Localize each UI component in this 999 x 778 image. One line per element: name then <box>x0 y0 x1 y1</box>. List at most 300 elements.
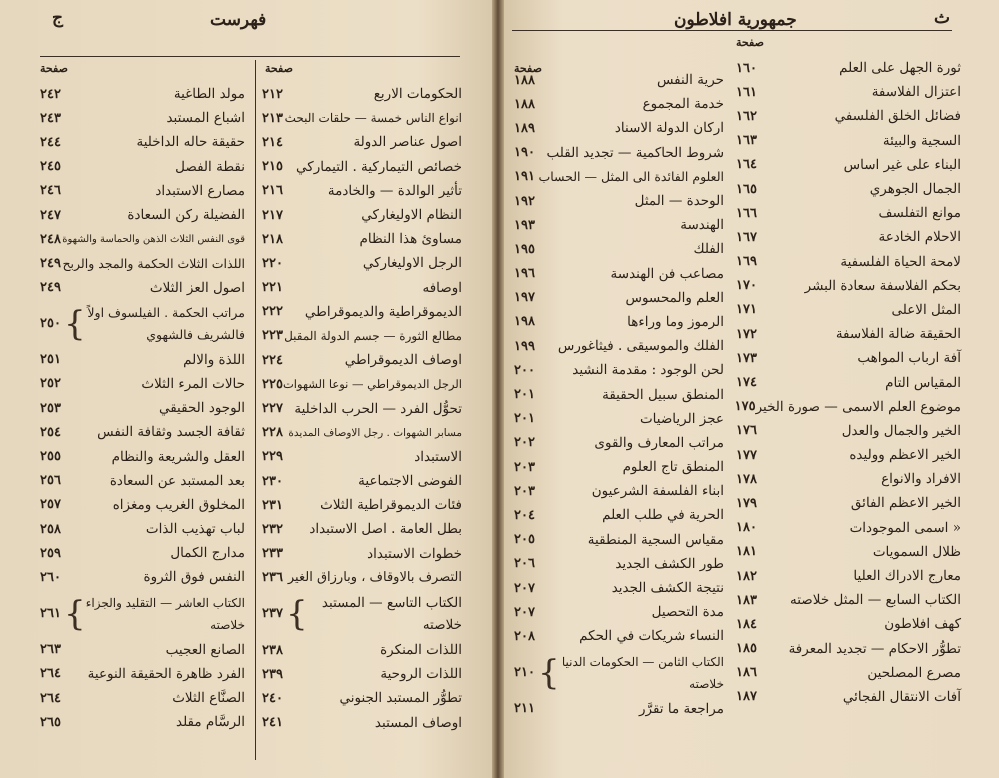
toc-entry-title: مولد الطاغية <box>173 86 245 103</box>
page-number: ١٧٠ <box>736 278 757 294</box>
page-number: ١٨٨ <box>514 96 535 112</box>
page-number: ١٩٩ <box>514 338 535 354</box>
toc-entry-title: لحن الوجود : مقدمة النشيد <box>572 362 724 379</box>
page-number: ٢٠٨ <box>514 628 535 644</box>
toc-entry-title: اللذة والالم <box>183 351 245 368</box>
page-number: ١٨١ <box>736 544 757 560</box>
toc-entry <box>40 541 245 565</box>
toc-entry-title: ظلال السمويات <box>872 543 961 560</box>
toc-entry <box>40 662 245 686</box>
toc-entry <box>736 153 961 177</box>
toc-entry <box>40 517 245 541</box>
toc-entry-title: الفلك والموسيقى . فيثاغورس <box>557 338 724 355</box>
page-number: ٢٥٣ <box>40 400 61 416</box>
toc-entry <box>736 225 961 249</box>
page-number: ٢٦٣ <box>40 642 61 658</box>
toc-entry-title: فئات الديموقراطية الثلاث <box>320 497 462 514</box>
toc-entry <box>736 637 961 661</box>
page-number: ١٦٩ <box>736 254 757 270</box>
toc-entry-subtitle: فالشريف فالشهوي <box>146 326 245 342</box>
toc-entry <box>736 370 961 394</box>
toc-entry <box>262 179 462 203</box>
page-number: ٢٤٢ <box>40 86 61 102</box>
page-number: ٢٤٩ <box>40 255 61 271</box>
toc-entry-title: تحوُّل الفرد — الحرب الداخلية <box>294 400 462 417</box>
page-number: ١٧٧ <box>736 447 757 463</box>
toc-entry-title: مصارع الاستبداد <box>155 182 245 199</box>
page-number: ١٩٠ <box>514 145 535 161</box>
page-number: ٢٠٦ <box>514 556 535 572</box>
page-number: ٢٢٨ <box>262 425 283 441</box>
toc-entry-title: الخير والجمال والعدل <box>841 422 961 439</box>
toc-entry-title: الفلك <box>693 241 724 258</box>
grouping-brace: } <box>63 593 86 634</box>
toc-entry-title: الرجل الاوليغاركي <box>362 255 462 272</box>
page-number: ١٨٥ <box>736 641 757 657</box>
page-number: ١٦٥ <box>736 181 757 197</box>
toc-entry-title: ثورة الجهل على العلم <box>839 60 961 77</box>
header-rule <box>40 56 460 57</box>
toc-entry <box>514 286 724 310</box>
page-number: ٢٥٨ <box>40 521 61 537</box>
toc-entry-title <box>87 302 245 346</box>
toc-entry <box>262 227 462 251</box>
toc-entry-title: ثقافة الجسد وثقافة النفس <box>97 424 245 441</box>
toc-entry <box>262 711 462 735</box>
toc-entry <box>736 443 961 467</box>
toc-entry <box>40 710 245 734</box>
toc-entry <box>40 420 245 444</box>
right-page <box>504 0 999 778</box>
toc-entry-title: الفضيلة ركن السعادة <box>127 207 245 224</box>
toc-entry-subtitle: خلاصته <box>689 676 724 691</box>
toc-entry-title: لباب تهذيب الذات <box>145 521 245 538</box>
toc-entry <box>736 491 961 515</box>
toc-entry <box>514 479 724 503</box>
page-number: ٢٠٣ <box>514 483 535 499</box>
toc-entry <box>514 528 724 552</box>
toc-entry-title: المثل الاعلى <box>891 301 961 318</box>
toc-entry-title: بطل العامة . اصل الاستبداد <box>309 521 462 538</box>
page-number: ٢١٦ <box>262 183 283 199</box>
toc-entry-title: الرجل الديموقراطي — نوعا الشهوات <box>282 377 462 392</box>
page-number: ٢١٢ <box>262 86 283 102</box>
toc-entry <box>736 298 961 322</box>
book-gutter <box>492 0 504 778</box>
page-number: ١٨٦ <box>736 665 757 681</box>
toc-entry-title: نتيجة الكشف الجديد <box>611 580 724 597</box>
toc-entry <box>514 165 724 189</box>
page-number: ١٨٠ <box>736 520 757 536</box>
toc-entry <box>514 431 724 455</box>
page-number: ١٧٢ <box>736 326 757 342</box>
toc-entry-title: موضوع العلم الاسمى — صورة الخير <box>755 398 961 415</box>
toc-entry-title: المنطق تاج العلوم <box>622 459 724 476</box>
column-header: صفحة <box>514 62 542 75</box>
toc-entry-title: خصائص التيماركية . التيماركي <box>296 158 462 175</box>
toc-entry-title: الحرية في طلب العلم <box>602 507 724 524</box>
toc-entry <box>736 564 961 588</box>
toc-entry-title: الجمال الجوهري <box>869 181 961 198</box>
toc-entry-title: اوصاف الديموقراطي <box>344 352 462 369</box>
toc-entry <box>262 324 462 348</box>
toc-column-right <box>736 56 961 709</box>
toc-entry-title: العلوم الفائدة الى المثل — الحساب <box>538 169 724 185</box>
column-divider <box>255 60 256 760</box>
toc-entry-title: الفوضى الاجتماعية <box>358 473 462 490</box>
toc-entry <box>736 467 961 491</box>
toc-entry <box>262 155 462 179</box>
toc-entry <box>40 469 245 493</box>
toc-entry <box>262 493 462 517</box>
toc-entry <box>514 576 724 600</box>
toc-entry <box>736 419 961 443</box>
toc-entry-title: الصانع العجيب <box>165 641 245 658</box>
toc-entry <box>40 106 245 130</box>
page-number: ٢٥٩ <box>40 545 61 561</box>
page-number: ١٩٥ <box>514 241 535 257</box>
page-title: فهرست <box>210 10 267 30</box>
toc-entry-title: اشباع المستبد <box>166 110 245 127</box>
page-number: ٢٦٤ <box>40 690 61 706</box>
toc-entry <box>736 661 961 685</box>
column-header: صفحة <box>40 62 68 75</box>
toc-entry-title: آفة ارباب المواهب <box>857 350 961 367</box>
toc-entry-title: اركان الدولة الاسناد <box>614 120 724 137</box>
toc-entry <box>262 638 462 662</box>
column-header: صفحة <box>265 62 293 75</box>
toc-entry-title: فضائل الخلق الفلسفي <box>834 108 961 125</box>
toc-entry <box>40 590 245 638</box>
toc-entry-title: العلم والمحسوس <box>625 289 724 306</box>
page-number: ١٨٧ <box>736 689 757 705</box>
page-letter: ج <box>52 8 63 28</box>
toc-entry <box>514 92 724 116</box>
toc-entry-title: العقل والشريعة والنظام <box>111 448 245 465</box>
toc-entry-title: مقياس السجية المنطقية <box>587 531 724 548</box>
toc-entry-title: مدة التحصيل <box>651 604 724 621</box>
toc-entry-title: لامحة الحياة الفلسفية <box>840 253 961 270</box>
page-number: ٢١٠ <box>514 665 535 680</box>
toc-entry-title: النظام الاوليغاركي <box>361 207 462 224</box>
toc-entry-title: خدمة المجموع <box>642 96 724 113</box>
page-number: ٢٣٣ <box>262 546 283 562</box>
page-number: ٢٤٣ <box>40 110 61 126</box>
toc-entry <box>40 82 245 106</box>
page-number: ٢٣٠ <box>262 473 283 489</box>
page-number: ٢٢٣ <box>262 328 283 344</box>
toc-entry <box>736 612 961 636</box>
toc-entry <box>736 274 961 298</box>
toc-entry-title: اصول عناصر الدولة <box>353 134 462 151</box>
toc-entry <box>262 372 462 396</box>
page-number: ١٩٦ <box>514 266 535 282</box>
page-number: ٢٢١ <box>262 280 283 296</box>
toc-entry <box>514 116 724 140</box>
page-number: ٢٣٦ <box>262 570 283 586</box>
page-number: ٢٤٤ <box>40 134 61 150</box>
toc-entry <box>40 300 245 348</box>
toc-entry-title: التصرف بالاوقاف ، وبارزاق الغير <box>287 570 462 586</box>
toc-entry-title: النساء شريكات في الحكم <box>579 628 724 645</box>
page-number: ٢٤٥ <box>40 159 61 175</box>
toc-entry-title: الوجود الحقيقي <box>158 400 245 417</box>
toc-entry <box>262 566 462 590</box>
toc-entry-title: مراجعة ما تقرَّر <box>638 700 724 717</box>
toc-entry <box>514 697 724 721</box>
toc-entry <box>736 322 961 346</box>
toc-entry-title: مصاعب فن الهندسة <box>610 265 724 282</box>
toc-entry <box>262 662 462 686</box>
toc-entry-title: قوى النفس الثلاث الذهن والحماسة والشهوة <box>62 233 245 245</box>
page-number: ٢٠٢ <box>514 435 535 451</box>
toc-entry <box>262 106 462 130</box>
page-number: ٢٣١ <box>262 497 283 513</box>
page-number: ٢٠٥ <box>514 532 535 548</box>
header-rule <box>512 30 952 31</box>
toc-entry <box>262 590 462 638</box>
page-title: جمهورية افلاطون <box>674 10 797 30</box>
toc-entry-title-line: الكتاب التاسع — المستبد <box>321 594 462 611</box>
toc-entry-title: السجية والبيئة <box>882 132 961 149</box>
toc-entry <box>262 348 462 372</box>
page-number: ٢٠٣ <box>514 459 535 475</box>
page-number: ٢٥٢ <box>40 376 61 392</box>
toc-entry-title: اللذات الروحية <box>380 666 462 683</box>
toc-entry-title: اوصاف المستبد <box>374 714 462 731</box>
toc-entry <box>40 493 245 517</box>
toc-entry-title: عجز الرياضيات <box>639 410 724 427</box>
toc-entry <box>262 421 462 445</box>
toc-entry-title <box>86 592 245 636</box>
toc-entry <box>514 334 724 358</box>
page-number: ١٧٨ <box>736 471 757 487</box>
page-number: ٢٥٧ <box>40 497 61 513</box>
page-number: ١٩١ <box>514 169 535 185</box>
toc-entry <box>514 262 724 286</box>
toc-entry-title-line: مراتب الحكمة . الفيلسوف اولاً <box>87 304 245 320</box>
page-number: ١٦٢ <box>736 108 757 124</box>
page-number: ٢٤٩ <box>40 280 61 296</box>
toc-entry-title: الرموز وما وراءها <box>627 313 724 330</box>
page-number: ٢٥٤ <box>40 424 61 440</box>
toc-entry-title: الافراد والانواع <box>881 471 961 488</box>
page-number: ٢٦١ <box>40 606 61 622</box>
toc-entry-title: الصنَّاع الثلاث <box>172 690 245 707</box>
toc-entry-title: انواع الناس خمسة — حلقات البحث <box>284 111 462 126</box>
toc-entry <box>40 348 245 372</box>
grouping-brace: } <box>285 593 308 634</box>
toc-entry-title: الفرد ظاهرة الحقيقة النوعية <box>87 665 245 682</box>
page-number: ٢٠١ <box>514 411 535 427</box>
toc-entry <box>262 517 462 541</box>
toc-entry-title-line: الكتاب العاشر — التقليد والجزاء <box>85 595 245 610</box>
toc-entry-title: ابناء الفلسفة الشرعيون <box>591 483 724 500</box>
toc-entry-title: الوحدة — المثل <box>634 193 724 210</box>
page-number: ٢٦٠ <box>40 569 61 585</box>
page-number: ٢٢٥ <box>262 376 283 392</box>
toc-entry-title: البناء على غير اساس <box>843 156 961 173</box>
toc-entry-title: بحكم الفلاسفة سعادة البشر <box>804 277 961 294</box>
toc-entry <box>514 624 724 648</box>
toc-entry <box>40 396 245 420</box>
page-number: ٢١٧ <box>262 207 283 223</box>
toc-entry-title: اعتزال الفلاسفة <box>871 84 961 101</box>
toc-entry-title: آفات الانتقال الفجائي <box>842 688 961 705</box>
toc-entry-title: مسابر الشهوات . رجل الاوصاف المديدة <box>288 426 462 439</box>
toc-entry-title: مطالع الثورة — جسم الدولة المقبل <box>284 328 462 343</box>
page-number: ٢٠١ <box>514 387 535 403</box>
toc-entry <box>262 445 462 469</box>
toc-entry-title: حالات المرء الثلاث <box>141 375 245 392</box>
toc-entry-title: الهندسة <box>680 217 724 234</box>
toc-entry <box>40 155 245 179</box>
page-number: ٢٤٨ <box>40 231 61 247</box>
toc-entry <box>736 250 961 274</box>
toc-entry-title: الرسَّام مقلد <box>175 714 245 731</box>
page-number: ٢٥٥ <box>40 449 61 465</box>
toc-entry-title: مساوئ هذا النظام <box>359 231 462 248</box>
page-number: ١٧٣ <box>736 350 757 366</box>
toc-entry <box>736 129 961 153</box>
toc-entry <box>40 251 245 275</box>
page-number: ٢١٥ <box>262 159 283 175</box>
toc-entry <box>262 82 462 106</box>
toc-entry <box>514 68 724 92</box>
page-number: ٢٥١ <box>40 352 61 368</box>
page-number: ١٧٦ <box>736 423 757 439</box>
page-number: ١٦١ <box>736 84 757 100</box>
toc-entry-title: المقياس التام <box>885 374 961 391</box>
toc-entry-title: حقيقة حاله الداخلية <box>136 134 245 151</box>
page-number: ٢٢٩ <box>262 449 283 465</box>
toc-entry <box>40 179 245 203</box>
toc-entry <box>40 130 245 154</box>
toc-entry-title: الاستبداد <box>414 448 462 465</box>
toc-entry-title: موانع التفلسف <box>878 205 961 222</box>
page-number: ٢١٤ <box>262 134 283 150</box>
page-number: ٢٠٧ <box>514 604 535 620</box>
toc-entry <box>514 407 724 431</box>
page-number: ١٩٢ <box>514 193 535 209</box>
toc-entry-title: اللذات الثلاث الحكمة والمجد والربح <box>62 255 245 271</box>
toc-entry-title: المنطق سبيل الحقيقة <box>602 386 724 403</box>
toc-entry <box>736 516 961 540</box>
toc-entry-title: الخير الاعظم الفائق <box>850 495 961 512</box>
toc-entry <box>736 56 961 80</box>
toc-entry-title: « اسمى الموجودات <box>849 519 961 536</box>
page-number: ١٨٣ <box>736 592 757 608</box>
toc-entry-title: تأثير الوالدة — والخادمة <box>327 182 462 199</box>
page-number: ١٧٤ <box>736 375 757 391</box>
toc-entry <box>736 80 961 104</box>
page-number: ٢٦٥ <box>40 714 61 730</box>
toc-column-left <box>40 82 245 734</box>
toc-entry-title: تطوُّر المستبد الجنوني <box>339 690 462 707</box>
toc-entry <box>736 104 961 128</box>
toc-entry-title: الكتاب السابع — المثل خلاصته <box>790 592 961 609</box>
page-number: ٢٢٠ <box>262 255 283 271</box>
toc-entry-title: اصول العز الثلاث <box>149 279 245 296</box>
toc-entry-title: الاحلام الخادعة <box>878 229 961 246</box>
page-number: ٢٤٧ <box>40 207 61 223</box>
page-number: ٢١١ <box>514 701 535 717</box>
toc-entry <box>514 237 724 261</box>
page-number: ١٨٤ <box>736 616 757 632</box>
page-number: ١٦٠ <box>736 60 757 76</box>
toc-entry-title: كهف افلاطون <box>884 616 961 633</box>
toc-entry <box>40 565 245 589</box>
page-number: ١٦٧ <box>736 229 757 245</box>
page-number: ٢٥٦ <box>40 473 61 489</box>
page-number: ١٨٩ <box>514 120 535 136</box>
toc-entry <box>40 203 245 227</box>
toc-entry <box>40 638 245 662</box>
page-number: ١٦٤ <box>736 157 757 173</box>
page-number: ٢٣٨ <box>262 642 283 658</box>
toc-entry <box>736 540 961 564</box>
page-number: ٢٤٦ <box>40 183 61 199</box>
toc-entry <box>736 346 961 370</box>
toc-entry <box>514 455 724 479</box>
toc-entry-title: معارج الادراك العليا <box>853 568 961 585</box>
page-number: ٢١٣ <box>262 110 283 126</box>
toc-entry-title-line: الكتاب الثامن — الحكومات الدنيا <box>561 654 724 669</box>
toc-entry-title: الحكومات الاربع <box>373 86 462 103</box>
toc-entry-title <box>562 651 724 695</box>
toc-entry-title: الحقيقة ضالة الفلاسفة <box>835 326 961 343</box>
toc-entry <box>736 395 961 419</box>
left-page <box>0 0 492 778</box>
toc-entry-title: خطوات الاستبداد <box>367 545 462 562</box>
toc-entry <box>514 213 724 237</box>
toc-entry <box>40 444 245 468</box>
toc-entry <box>736 201 961 225</box>
toc-entry <box>262 542 462 566</box>
toc-entry <box>514 189 724 213</box>
toc-entry <box>262 203 462 227</box>
toc-entry-title: شروط الحاكمية — تجديد القلب <box>546 144 724 161</box>
toc-entry <box>262 396 462 420</box>
page-number: ١٧١ <box>736 302 757 318</box>
toc-entry-title: مصرع المصلحين <box>867 664 961 681</box>
toc-entry-title: المخلوق الغريب ومغزاه <box>112 496 245 513</box>
toc-entry <box>262 469 462 493</box>
page-number: ٢٣٢ <box>262 521 283 537</box>
page-number: ١٨٨ <box>514 72 535 88</box>
toc-entry-title: حرية النفس <box>656 72 724 89</box>
toc-entry <box>514 649 724 697</box>
page-number: ٢٣٩ <box>262 666 283 682</box>
toc-entry <box>262 686 462 710</box>
page-number: ٢٣٧ <box>262 606 283 622</box>
toc-entry-title <box>322 592 462 636</box>
toc-entry <box>514 141 724 165</box>
toc-entry <box>262 130 462 154</box>
toc-entry-subtitle: خلاصته <box>422 616 462 633</box>
toc-entry <box>514 600 724 624</box>
toc-entry <box>736 177 961 201</box>
page-number: ٢٤٠ <box>262 690 283 706</box>
page-number: ٢٠٠ <box>514 362 535 378</box>
toc-entry <box>40 276 245 300</box>
toc-entry <box>514 552 724 576</box>
page-number: ٢٦٤ <box>40 666 61 682</box>
page-number: ٢٠٧ <box>514 580 535 596</box>
page-number: ٢٢٢ <box>262 304 283 320</box>
page-number: ٢٢٤ <box>262 352 283 368</box>
toc-entry <box>514 382 724 406</box>
